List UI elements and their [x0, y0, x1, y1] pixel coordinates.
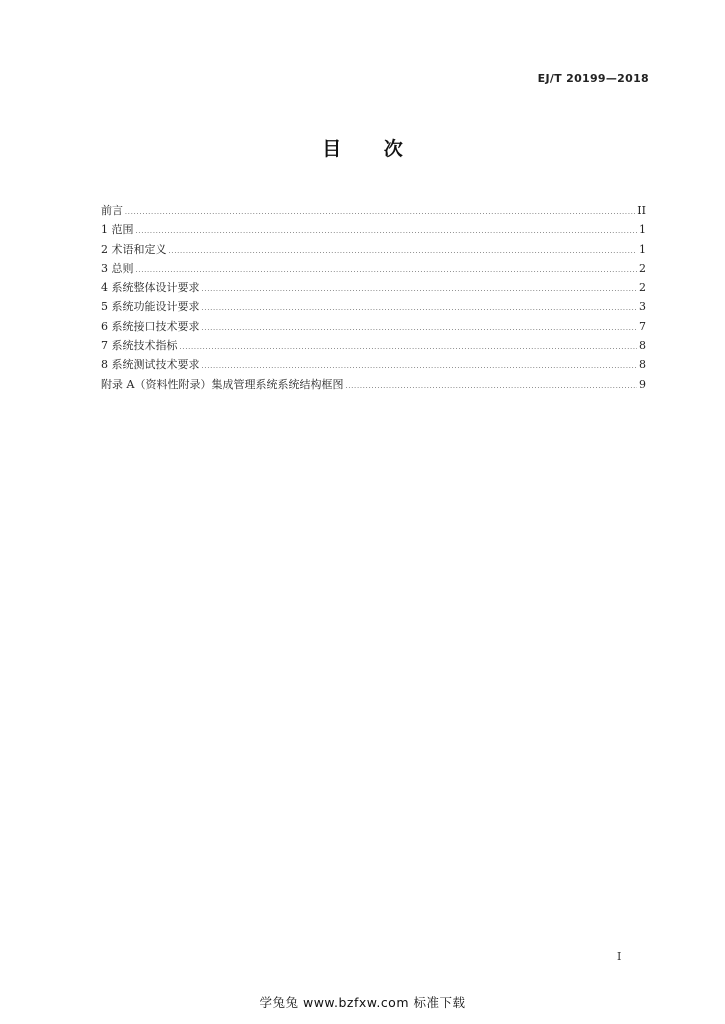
toc-entry-page: 2: [639, 261, 646, 275]
document-code: EJ/T 20199—2018: [537, 72, 649, 85]
toc-entry-page: 1: [639, 242, 646, 256]
toc-entry-foreword[interactable]: [101, 201, 646, 220]
toc-entry-label: 附录 A（资料性附录）集成管理系统系统结构框图: [101, 377, 344, 391]
toc-dot-leader: [345, 377, 637, 396]
toc-dot-leader: [136, 222, 638, 241]
toc-dot-leader: [169, 242, 638, 261]
toc-dot-leader: [202, 299, 638, 318]
table-of-contents: [101, 201, 646, 394]
toc-entry-appendix-a[interactable]: [101, 375, 646, 394]
toc-entry-label: 3 总则: [101, 261, 134, 275]
toc-entry-label: 8 系统测试技术要求: [101, 358, 200, 372]
toc-entry-page: 1: [639, 223, 646, 237]
toc-dot-leader: [125, 203, 635, 222]
toc-entry-function-design[interactable]: [101, 297, 646, 316]
toc-title: 目 次: [322, 138, 421, 160]
toc-entry-interface[interactable]: [101, 317, 646, 336]
toc-entry-indicators[interactable]: [101, 336, 646, 355]
page-number: I: [617, 950, 622, 963]
toc-entry-label: 5 系统功能设计要求: [101, 300, 200, 314]
toc-entry-label: 前言: [101, 204, 123, 217]
toc-entry-page: 8: [639, 358, 646, 372]
toc-entry-page: 7: [639, 319, 646, 333]
toc-entry-label: 2 术语和定义: [101, 242, 167, 256]
toc-entry-general[interactable]: [101, 259, 646, 278]
toc-dot-leader: [202, 319, 638, 338]
toc-entry-label: 7 系统技术指标: [101, 339, 178, 353]
toc-entry-page: 8: [639, 339, 646, 353]
toc-entry-page: 9: [639, 377, 646, 391]
toc-dot-leader: [202, 280, 638, 299]
toc-entry-testing[interactable]: [101, 355, 646, 374]
toc-dot-leader: [136, 261, 638, 280]
toc-entry-page: 2: [639, 281, 646, 295]
toc-entry-overall-design[interactable]: [101, 278, 646, 297]
toc-entry-scope[interactable]: [101, 220, 646, 239]
toc-entry-label: 4 系统整体设计要求: [101, 281, 200, 295]
toc-entry-page: 3: [639, 300, 646, 314]
toc-dot-leader: [180, 338, 638, 357]
toc-entry-page: II: [637, 204, 646, 217]
toc-entry-label: 6 系统接口技术要求: [101, 319, 200, 333]
download-watermark: 学兔兔 www.bzfxw.com 标准下载: [259, 995, 466, 1010]
toc-entry-label: 1 范围: [101, 223, 134, 237]
toc-entry-terms[interactable]: [101, 240, 646, 259]
